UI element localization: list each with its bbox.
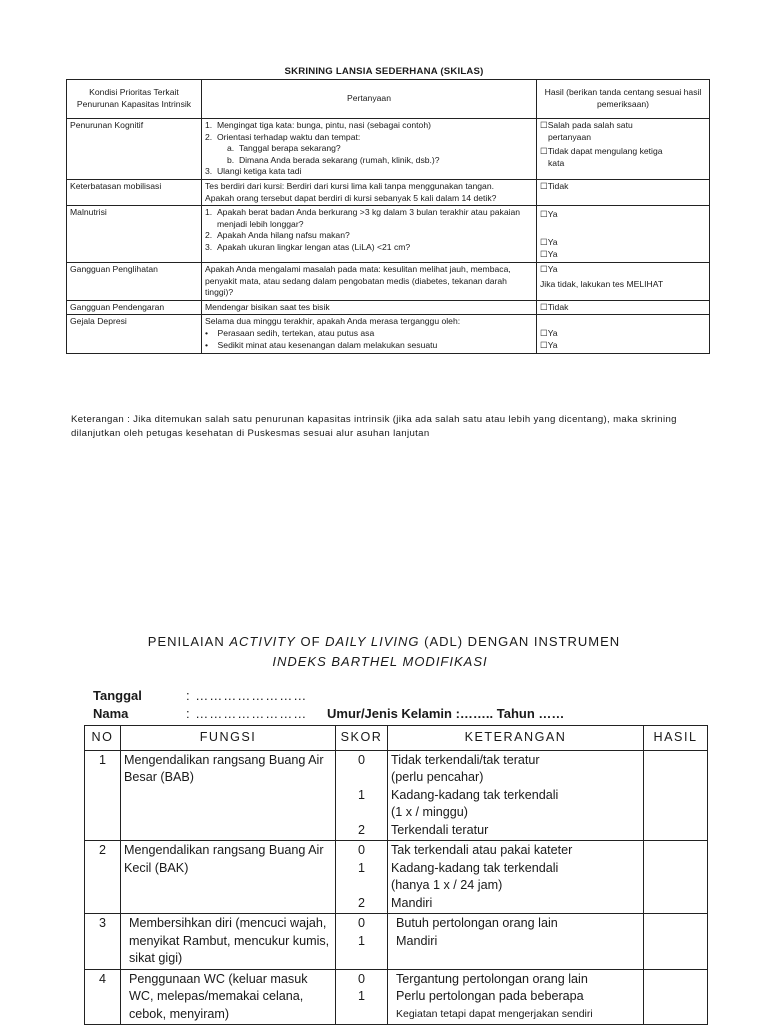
header-kondisi: Kondisi Prioritas Terkait Penurunan Kapasitas Intrinsik xyxy=(67,80,202,119)
skor-value xyxy=(339,877,384,895)
skor-value: 0 xyxy=(357,752,365,767)
checkbox-option[interactable]: ☐Ya xyxy=(540,236,558,247)
keterangan-line: Butuh pertolongan orang lain xyxy=(396,916,558,930)
adl-table xyxy=(84,725,708,1025)
no-cell: 2 xyxy=(85,841,121,914)
pertanyaan-cell xyxy=(202,262,537,300)
keterangan-line: Tidak terkendali/tak teratur xyxy=(391,752,540,767)
tanggal-label: Tanggal xyxy=(93,688,142,703)
checkbox-option[interactable]: ☐Tidak xyxy=(540,180,569,191)
keterangan-line: Kadang-kadang tak terkendali xyxy=(391,860,559,875)
header-hasil: HASIL xyxy=(644,726,708,751)
question-line: 2. Orientasi terhadap waktu dan tempat: xyxy=(205,131,361,142)
question-line: a. Tanggal berapa sekarang? xyxy=(227,143,341,154)
skor-cell xyxy=(336,969,388,1025)
skilas-table xyxy=(66,79,710,354)
keterangan-line: (perlu pencahar) xyxy=(391,770,484,784)
question-line: Selama dua minggu terakhir, apakah Anda merasa terganggu oleh: xyxy=(205,316,461,327)
skor-cell xyxy=(336,914,388,970)
table-row xyxy=(67,300,710,315)
table-row xyxy=(67,206,710,263)
table-row xyxy=(67,179,710,205)
skilas-note xyxy=(71,413,711,441)
fungsi-cell: Mengendalikan rangsang Buang Air Kecil (BAK) xyxy=(121,841,336,914)
header-no: NO xyxy=(85,726,121,751)
header-hasil: Hasil (berikan tanda centang sesuai hasil pemeriksaan) xyxy=(537,80,710,119)
hasil-cell[interactable] xyxy=(537,119,710,180)
hasil-cell[interactable] xyxy=(537,315,710,353)
pertanyaan-cell xyxy=(202,119,537,180)
checkbox-option[interactable]: ☐Tidak xyxy=(540,301,569,312)
table-row xyxy=(67,315,710,353)
table-row xyxy=(85,841,708,914)
fungsi-cell: Penggunaan WC (keluar masuk WC, melepas/memakai celana, cebok, menyiram) xyxy=(121,969,336,1025)
skor-value: 0 xyxy=(357,843,365,857)
keterangan-cell xyxy=(388,841,644,914)
kondisi-cell: Malnutrisi xyxy=(67,206,202,263)
question-line: 1. Apakah berat badan Anda berkurang >3 kg dalam 3 bulan terakhir atau pakaian menjadi lebih longgar? xyxy=(205,207,521,229)
kondisi-cell: Gangguan Penglihatan xyxy=(67,262,202,300)
title-part: DAILY LIVING xyxy=(325,634,420,649)
keterangan-line: Tergantung pertolongan orang lain xyxy=(396,971,588,986)
keterangan-line: Tak terkendali atau pakai kateter xyxy=(391,843,573,857)
title-part: OF xyxy=(295,634,326,649)
skor-value xyxy=(339,804,384,822)
option-text: kata xyxy=(548,157,565,168)
hasil-cell[interactable] xyxy=(537,262,710,300)
keterangan-line: Mandiri xyxy=(396,933,438,948)
skor-value xyxy=(339,769,384,787)
hasil-cell[interactable] xyxy=(537,206,710,263)
pertanyaan-cell xyxy=(202,315,537,353)
tanggal-field[interactable]: : …………………… xyxy=(186,688,308,703)
hasil-input-cell[interactable] xyxy=(644,914,708,970)
checkbox-option[interactable]: ☐Ya xyxy=(540,339,558,350)
skor-value: 2 xyxy=(357,822,365,837)
table-row xyxy=(85,750,708,841)
skor-value: 0 xyxy=(357,916,365,930)
table-row xyxy=(67,262,710,300)
keterangan-line: (1 x / minggu) xyxy=(391,805,468,819)
hasil-cell[interactable] xyxy=(537,179,710,205)
kondisi-cell: Penurunan Kognitif xyxy=(67,119,202,180)
keterangan-line: Mandiri xyxy=(391,895,433,910)
nama-label: Nama xyxy=(93,706,129,721)
header-keterangan: KETERANGAN xyxy=(388,726,644,751)
checkbox-option[interactable]: ☐Ya xyxy=(540,249,558,260)
keterangan-line: Terkendali teratur xyxy=(391,822,489,837)
kondisi-cell: Gangguan Pendengaran xyxy=(67,300,202,315)
skor-value: 1 xyxy=(357,787,365,802)
skor-value: 1 xyxy=(357,860,365,875)
title-part: ACTIVITY xyxy=(229,634,296,649)
title-part: (ADL) DENGAN INSTRUMEN xyxy=(419,634,621,649)
question-line: b. Dimana Anda berada sekarang (rumah, klinik, dsb.)? xyxy=(227,154,440,165)
keterangan-line: Perlu pertolongan pada beberapa xyxy=(396,989,584,1003)
header-skor: SKOR xyxy=(336,726,388,751)
keterangan-cell xyxy=(388,969,644,1025)
no-cell: 4 xyxy=(85,969,121,1025)
option-text: Jika tidak, lakukan tes MELIHAT xyxy=(540,278,664,289)
question-line: Apakah Anda mengalami masalah pada mata: kesulitan melihat jauh, membaca, penyakit mata, atau sedang dalam pengobatan medis (diabetes, tekanan darah tinggi)? xyxy=(205,263,511,298)
question-line: • Perasaan sedih, tertekan, atau putus asa xyxy=(205,327,375,338)
no-cell: 3 xyxy=(85,914,121,970)
fungsi-cell: Membersihkan diri (mencuci wajah, menyikat Rambut, mencukur kumis, sikat gigi) xyxy=(121,914,336,970)
table-row xyxy=(85,914,708,970)
adl-title-line1 xyxy=(0,634,768,649)
question-line: Apakah orang tersebut dapat berdiri di kursi sebanyak 5 kali dalam 14 detik? xyxy=(205,192,497,203)
checkbox-option[interactable]: ☐Ya xyxy=(540,263,558,274)
pertanyaan-cell xyxy=(202,300,537,315)
checkbox-option[interactable]: ☐Salah pada salah satu xyxy=(540,120,633,130)
no-cell: 1 xyxy=(85,750,121,841)
skilas-title: SKRINING LANSIA SEDERHANA (SKILAS) xyxy=(284,66,484,77)
hasil-input-cell[interactable] xyxy=(644,969,708,1025)
question-line: 2. Apakah Anda hilang nafsu makan? xyxy=(205,230,350,241)
pertanyaan-cell xyxy=(202,206,537,263)
question-line: 3. Ulangi ketiga kata tadi xyxy=(205,166,302,177)
skor-value: 1 xyxy=(357,989,365,1003)
skor-value: 2 xyxy=(357,895,365,910)
question-line: Mendengar bisikan saat tes bisik xyxy=(205,301,330,312)
title-part: PENILAIAN xyxy=(147,634,230,649)
umur-jenis-kelamin-field[interactable]: Umur/Jenis Kelamin :…….. Tahun …… xyxy=(327,706,565,721)
option-text: pertanyaan xyxy=(548,131,592,142)
keterangan-cell xyxy=(388,914,644,970)
note-text: Keterangan : Jika ditemukan salah satu penurunan kapasitas intrinsik (jika ada salah satu atau lebih yang dicentang), maka skrining dilanjutkan oleh petugas kesehatan di Puskesmas sesuai alur asuhan lanjutan xyxy=(71,414,677,439)
nama-field[interactable]: : …………………… xyxy=(186,706,308,721)
adl-header-row xyxy=(85,726,708,751)
table-row xyxy=(85,969,708,1025)
skor-value: 1 xyxy=(357,933,365,948)
pertanyaan-cell xyxy=(202,179,537,205)
keterangan-line: (hanya 1 x / 24 jam) xyxy=(391,878,503,892)
skilas-header-row xyxy=(67,80,710,119)
question-line: Tes berdiri dari kursi: Berdiri dari kursi lima kali tanpa menggunakan tangan. xyxy=(205,180,494,191)
checkbox-option[interactable]: ☐Ya xyxy=(540,328,558,339)
skor-cell xyxy=(336,841,388,914)
skor-cell xyxy=(336,750,388,841)
kondisi-cell: Keterbatasan mobilisasi xyxy=(67,179,202,205)
header-fungsi: FUNGSI xyxy=(121,726,336,751)
keterangan-line: Kegiatan tetapi dapat mengerjakan sendiri xyxy=(396,1007,593,1020)
skor-value: 0 xyxy=(357,971,365,986)
checkbox-option[interactable]: ☐Ya xyxy=(540,209,558,220)
question-line: • Sedikit minat atau kesenangan dalam melakukan sesuatu xyxy=(205,339,438,350)
header-pertanyaan: Pertanyaan xyxy=(202,80,537,119)
hasil-input-cell[interactable] xyxy=(644,750,708,841)
keterangan-cell xyxy=(388,750,644,841)
keterangan-line: Kadang-kadang tak terkendali xyxy=(391,787,559,802)
adl-title-line2: INDEKS BARTHEL MODIFIKASI xyxy=(272,654,488,669)
checkbox-option[interactable]: ☐Tidak dapat mengulang ketiga xyxy=(540,146,663,157)
hasil-input-cell[interactable] xyxy=(644,841,708,914)
kondisi-cell: Gejala Depresi xyxy=(67,315,202,353)
fungsi-cell: Mengendalikan rangsang Buang Air Besar (BAB) xyxy=(121,750,336,841)
question-line: 3. Apakah ukuran lingkar lengan atas (LiLA) <21 cm? xyxy=(205,241,411,252)
hasil-cell[interactable] xyxy=(537,300,710,315)
question-line: 1. Mengingat tiga kata: bunga, pintu, nasi (sebagai contoh) xyxy=(205,120,431,130)
table-row xyxy=(67,119,710,180)
